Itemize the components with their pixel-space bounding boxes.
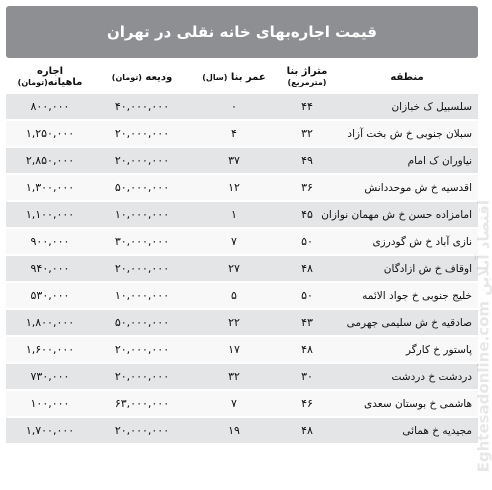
cell-rent: ۷۳۰,۰۰۰ [6, 364, 94, 389]
cell-age: ۳۲ [190, 364, 278, 389]
cell-rent: ۱,۳۰۰,۰۰۰ [6, 175, 94, 200]
cell-deposit: ۲۰,۰۰۰,۰۰۰ [94, 337, 190, 362]
cell-deposit: ۱۰,۰۰۰,۰۰۰ [94, 202, 190, 227]
cell-age: ۱۷ [190, 337, 278, 362]
cell-region: دردشت خ دردشت [336, 364, 478, 389]
table-row [6, 364, 478, 389]
cell-rent: ۱,۲۵۰,۰۰۰ [6, 121, 94, 146]
cell-area: ۴۶ [278, 391, 336, 416]
cell-age: ۴ [190, 121, 278, 146]
cell-area: ۳۶ [278, 175, 336, 200]
table-row [6, 229, 478, 254]
cell-rent: ۱,۷۰۰,۰۰۰ [6, 418, 94, 443]
cell-age: ۲۲ [190, 310, 278, 335]
rent-table [6, 60, 478, 445]
cell-rent: ۱,۸۰۰,۰۰۰ [6, 310, 94, 335]
cell-area: ۴۸ [278, 418, 336, 443]
cell-region: سبلان جنوبی خ ش بخت آزاد [336, 121, 478, 146]
cell-region: اقدسیه خ ش موحددانش [336, 175, 478, 200]
cell-age: ۱۲ [190, 175, 278, 200]
table-row [6, 283, 478, 308]
cell-deposit: ۲۰,۰۰۰,۰۰۰ [94, 121, 190, 146]
header-deposit: ودیعه (تومان) [94, 62, 190, 92]
cell-area: ۴۸ [278, 256, 336, 281]
cell-age: ۷ [190, 391, 278, 416]
cell-deposit: ۱۰,۰۰۰,۰۰۰ [94, 283, 190, 308]
table-row [6, 121, 478, 146]
cell-age: ۰ [190, 94, 278, 119]
cell-region: نیاوران ک امام [336, 148, 478, 173]
cell-region: نازی آباد خ ش گودرزی [336, 229, 478, 254]
table-row [6, 175, 478, 200]
cell-deposit: ۲۰,۰۰۰,۰۰۰ [94, 364, 190, 389]
cell-rent: ۱۰۰,۰۰۰ [6, 391, 94, 416]
cell-rent: ۵۳۰,۰۰۰ [6, 283, 94, 308]
table-row [6, 391, 478, 416]
cell-region: هاشمی خ بوستان سعدی [336, 391, 478, 416]
table-row [6, 337, 478, 362]
cell-deposit: ۲۰,۰۰۰,۰۰۰ [94, 148, 190, 173]
cell-area: ۴۵ [278, 202, 336, 227]
cell-area: ۳۰ [278, 364, 336, 389]
cell-rent: ۸۰۰,۰۰۰ [6, 94, 94, 119]
cell-rent: ۹۰۰,۰۰۰ [6, 229, 94, 254]
cell-area: ۳۲ [278, 121, 336, 146]
cell-area: ۴۸ [278, 337, 336, 362]
cell-age: ۲۷ [190, 256, 278, 281]
cell-deposit: ۵۰,۰۰۰,۰۰۰ [94, 310, 190, 335]
cell-deposit: ۲۰,۰۰۰,۰۰۰ [94, 256, 190, 281]
cell-rent: ۱,۱۰۰,۰۰۰ [6, 202, 94, 227]
cell-region: اوقاف خ ش ازادگان [336, 256, 478, 281]
cell-region: امامزاده حسن خ ش مهمان نوازان [336, 202, 478, 227]
cell-region: خلیج جنوبی خ جواد الائمه [336, 283, 478, 308]
table-body [6, 94, 478, 443]
cell-age: ۷ [190, 229, 278, 254]
cell-deposit: ۴۰,۰۰۰,۰۰۰ [94, 94, 190, 119]
cell-deposit: ۳۰,۰۰۰,۰۰۰ [94, 229, 190, 254]
cell-rent: ۱,۶۰۰,۰۰۰ [6, 337, 94, 362]
cell-deposit: ۵۰,۰۰۰,۰۰۰ [94, 175, 190, 200]
cell-rent: ۲,۸۵۰,۰۰۰ [6, 148, 94, 173]
table-header-row [6, 62, 478, 92]
watermark: Eghtesadonline.com اقتصاد آنلاین [474, 200, 492, 473]
table-row [6, 256, 478, 281]
table-row [6, 202, 478, 227]
cell-age: ۱۹ [190, 418, 278, 443]
header-area: متراژ بنا (مترمربع) [278, 62, 336, 92]
page-title: قیمت اجاره‌بهای خانه نقلی در تهران [6, 6, 478, 58]
cell-region: مجیدیه خ همائی [336, 418, 478, 443]
cell-area: ۴۳ [278, 310, 336, 335]
cell-region: پاستور خ کارگر [336, 337, 478, 362]
header-age: عمر بنا (سال) [190, 62, 278, 92]
cell-deposit: ۶۳,۰۰۰,۰۰۰ [94, 391, 190, 416]
cell-age: ۱ [190, 202, 278, 227]
cell-deposit: ۲۰,۰۰۰,۰۰۰ [94, 418, 190, 443]
cell-area: ۵۰ [278, 229, 336, 254]
cell-region: صادقیه خ ش سلیمی جهرمی [336, 310, 478, 335]
cell-area: ۵۰ [278, 283, 336, 308]
cell-area: ۴۴ [278, 94, 336, 119]
cell-age: ۵ [190, 283, 278, 308]
table-row [6, 94, 478, 119]
cell-rent: ۹۴۰,۰۰۰ [6, 256, 94, 281]
table-row [6, 310, 478, 335]
cell-region: سلسبیل ک خبازان [336, 94, 478, 119]
header-rent: اجاره ماهیانه(تومان) [6, 62, 94, 92]
header-region: منطقه [336, 62, 478, 92]
cell-area: ۴۹ [278, 148, 336, 173]
table-row [6, 418, 478, 443]
cell-age: ۳۷ [190, 148, 278, 173]
table-row [6, 148, 478, 173]
